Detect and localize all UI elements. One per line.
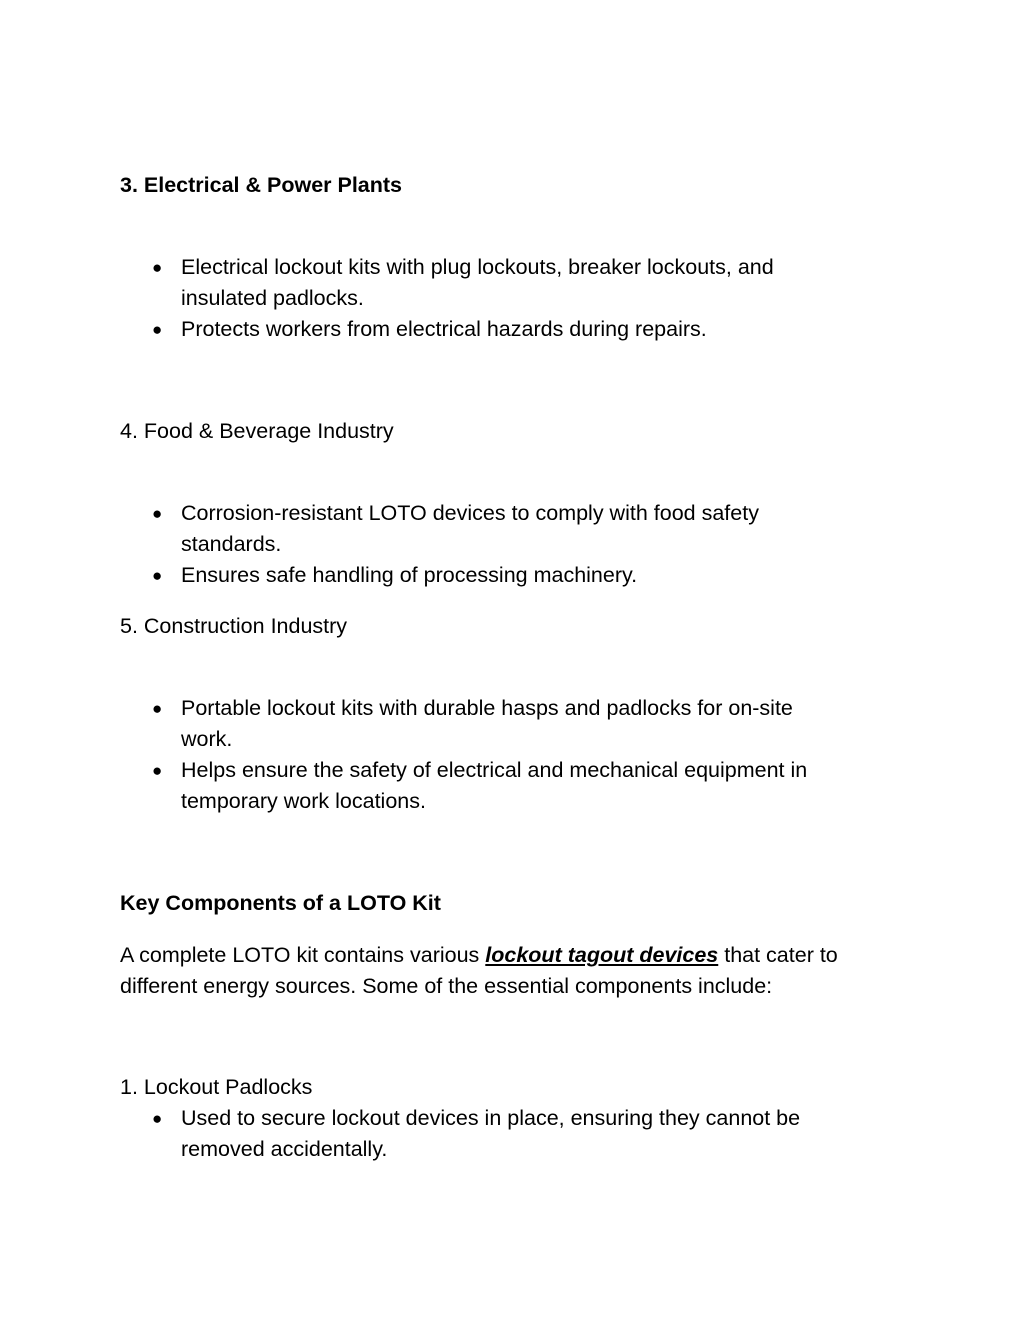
lockout-tagout-devices-link[interactable]: lockout tagout devices [485,943,719,967]
bullet-icon: ● [152,258,163,277]
bullet-list-padlocks [0,1103,800,1165]
bullet-list-electrical [0,252,774,345]
bullet-list-food [0,498,759,591]
section-heading-electrical: 3. Electrical & Power Plants [120,173,403,197]
key-components-heading: Key Components of a LOTO Kit [120,891,441,915]
list-item: ● Protects workers from electrical hazards during repairs. [0,314,774,345]
section-heading-construction: 5. Construction Industry [120,614,348,638]
bullet-icon: ● [152,699,163,718]
list-item: ● Helps ensure the safety of electrical and mechanical equipment in temporary work locations. [0,755,807,817]
list-item: ● Ensures safe handling of processing machinery. [0,560,759,591]
bullet-icon: ● [152,504,163,523]
list-item: ● Portable lockout kits with durable hasps and padlocks for on-site work. [0,693,807,755]
list-item: ● Corrosion-resistant LOTO devices to comply with food safety standards. [0,498,759,560]
bullet-icon: ● [152,320,163,339]
bullet-icon: ● [152,566,163,585]
bullet-icon: ● [152,1109,163,1128]
bullet-list-construction [0,693,807,817]
section-heading-food: 4. Food & Beverage Industry [120,419,394,443]
list-item: ● Electrical lockout kits with plug lockouts, breaker lockouts, and insulated padlocks. [0,252,774,314]
key-components-intro: A complete LOTO kit contains various lockout tagout devices that cater to different energy sources. Some of the essential components include: [120,943,838,998]
padlocks-heading: 1. Lockout Padlocks [120,1075,313,1099]
list-item: ● Used to secure lockout devices in place, ensuring they cannot be removed accidentally. [0,1103,800,1165]
bullet-icon: ● [152,761,163,780]
